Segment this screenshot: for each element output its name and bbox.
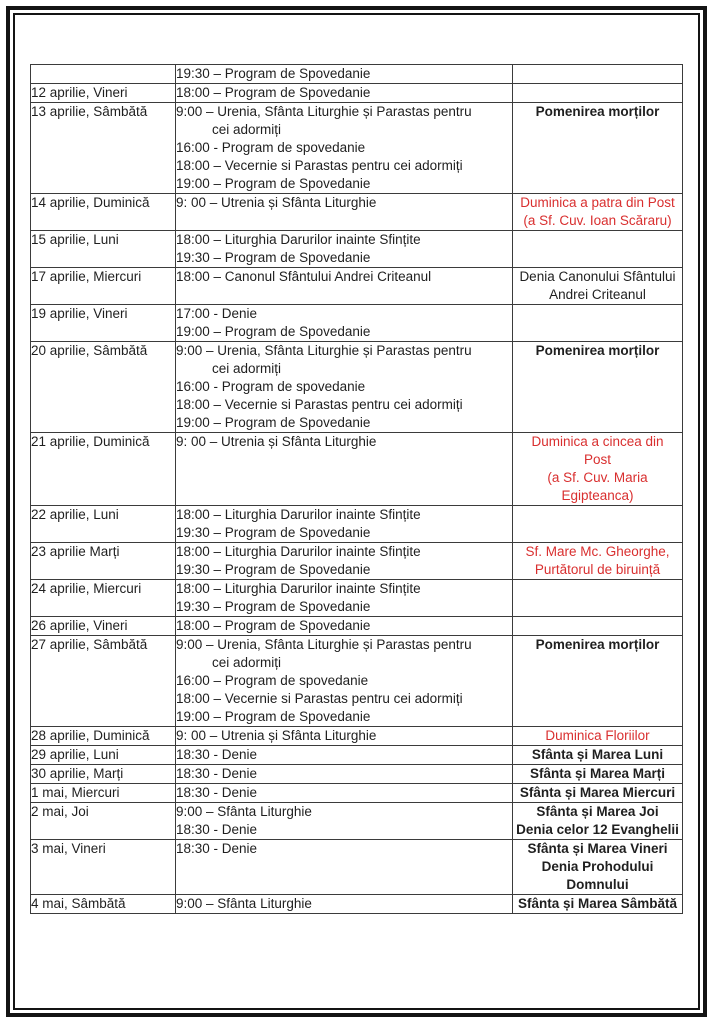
note-cell [513, 103, 683, 194]
note-line: Andrei Criteanul [549, 287, 646, 302]
program-line: 18:30 - Denie [176, 822, 258, 837]
note-line: Duminica a patra din Post [520, 195, 675, 210]
date-cell: 30 aprilie, Marți [31, 765, 176, 784]
table-row [31, 231, 683, 268]
date-cell: 29 aprilie, Luni [31, 746, 176, 765]
table-row [31, 305, 683, 342]
note-cell [513, 765, 683, 784]
program-cell [176, 895, 513, 914]
date-cell: 3 mai, Vineri [31, 840, 176, 895]
note-cell [513, 268, 683, 305]
program-line: 9:00 – Sfânta Liturghie [176, 896, 312, 911]
note-cell [513, 784, 683, 803]
table-row [31, 746, 683, 765]
date-cell [31, 65, 176, 84]
program-cell [176, 636, 513, 727]
program-line: 18:00 – Liturghia Darurilor inainte Sfințite [176, 232, 421, 247]
date-cell: 24 aprilie, Miercuri [31, 580, 176, 617]
program-line: 18:00 – Program de Spovedanie [176, 85, 371, 100]
program-line: 16:00 - Program de spovedanie [176, 140, 366, 155]
program-line: 18:00 – Liturghia Darurilor inainte Sfințite [176, 581, 421, 596]
program-line: 18:00 – Liturghia Darurilor inainte Sfințite [176, 544, 421, 559]
table-row [31, 194, 683, 231]
note-cell [513, 231, 683, 268]
program-line: 18:30 - Denie [176, 766, 258, 781]
program-line: 18:00 – Vecernie si Parastas pentru cei adormiți [176, 397, 463, 412]
program-cell [176, 617, 513, 636]
program-line: 17:00 - Denie [176, 306, 258, 321]
date-cell: 26 aprilie, Vineri [31, 617, 176, 636]
note-cell [513, 727, 683, 746]
table-row [31, 803, 683, 840]
note-cell [513, 84, 683, 103]
program-cell [176, 784, 513, 803]
date-cell: 14 aprilie, Duminică [31, 194, 176, 231]
note-line: Domnului [566, 877, 629, 892]
date-cell: 23 aprilie Marți [31, 543, 176, 580]
table-row [31, 342, 683, 433]
program-line: 9:00 – Urenia, Sfânta Liturghie și Parastas pentru [176, 104, 472, 119]
note-line: Denia Canonului Sfântului [519, 269, 676, 284]
note-line: Egipteanca) [561, 488, 634, 503]
program-line: 19:30 – Program de Spovedanie [176, 250, 371, 265]
program-line: 9: 00 – Utrenia și Sfânta Liturghie [176, 728, 377, 743]
program-cell [176, 342, 513, 433]
date-cell: 15 aprilie, Luni [31, 231, 176, 268]
program-cell [176, 433, 513, 506]
program-line: 19:30 – Program de Spovedanie [176, 599, 371, 614]
table-row [31, 506, 683, 543]
date-cell: 20 aprilie, Sâmbătă [31, 342, 176, 433]
program-line: 9: 00 – Utrenia și Sfânta Liturghie [176, 195, 377, 210]
program-line: 18:00 – Canonul Sfântului Andrei Criteanul [176, 269, 432, 284]
note-cell [513, 803, 683, 840]
program-line: 18:30 - Denie [176, 841, 258, 856]
service-schedule-table [30, 64, 683, 914]
note-cell [513, 65, 683, 84]
program-line: cei adormiți [212, 361, 282, 376]
note-line: Sfânta și Marea Vineri [527, 841, 668, 856]
note-line: Sfânta și Marea Sâmbătă [517, 896, 678, 911]
table-row [31, 543, 683, 580]
program-line: 9: 00 – Utrenia și Sfânta Liturghie [176, 434, 377, 449]
note-cell [513, 506, 683, 543]
program-line: 19:30 – Program de Spovedanie [176, 562, 371, 577]
date-cell: 22 aprilie, Luni [31, 506, 176, 543]
note-line: Sfânta și Marea Marți [529, 766, 666, 781]
note-line: Purtătorul de biruință [534, 562, 661, 577]
note-line: Sfânta și Marea Luni [531, 747, 664, 762]
table-row [31, 895, 683, 914]
table-row [31, 636, 683, 727]
note-cell [513, 580, 683, 617]
program-cell [176, 506, 513, 543]
table-row [31, 65, 683, 84]
program-line: 18:30 - Denie [176, 785, 258, 800]
program-line: 19:00 – Program de Spovedanie [176, 324, 371, 339]
note-cell [513, 342, 683, 433]
note-line: Sf. Mare Mc. Gheorghe, [525, 544, 670, 559]
table-row [31, 617, 683, 636]
program-cell [176, 580, 513, 617]
date-cell: 4 mai, Sâmbătă [31, 895, 176, 914]
program-cell [176, 803, 513, 840]
note-cell [513, 194, 683, 231]
program-line: 16:00 – Program de spovedanie [176, 673, 369, 688]
program-line: cei adormiți [212, 122, 282, 137]
program-line: 18:30 - Denie [176, 747, 258, 762]
date-cell: 2 mai, Joi [31, 803, 176, 840]
program-cell [176, 305, 513, 342]
note-line: Denia celor 12 Evanghelii [516, 822, 679, 837]
table-row [31, 268, 683, 305]
note-cell [513, 840, 683, 895]
program-line: 18:00 – Liturghia Darurilor inainte Sfințite [176, 507, 421, 522]
table-row [31, 433, 683, 506]
note-line: Denia Prohodului [541, 859, 654, 874]
program-line: 19:00 – Program de Spovedanie [176, 415, 371, 430]
note-line: (a Sf. Cuv. Ioan Scăraru) [523, 213, 672, 228]
date-cell: 21 aprilie, Duminică [31, 433, 176, 506]
table-row [31, 84, 683, 103]
program-cell [176, 727, 513, 746]
program-cell [176, 746, 513, 765]
note-line: Post [583, 452, 611, 467]
note-cell [513, 746, 683, 765]
program-line: 18:00 – Program de Spovedanie [176, 618, 371, 633]
program-cell [176, 543, 513, 580]
date-cell: 19 aprilie, Vineri [31, 305, 176, 342]
program-line: 19:00 – Program de Spovedanie [176, 176, 371, 191]
program-line: 16:00 - Program de spovedanie [176, 379, 366, 394]
program-line: 9:00 – Urenia, Sfânta Liturghie și Parastas pentru [176, 343, 472, 358]
program-cell [176, 65, 513, 84]
note-cell [513, 617, 683, 636]
note-line: Sfânta și Marea Joi [536, 804, 659, 819]
note-cell [513, 433, 683, 506]
program-cell [176, 231, 513, 268]
program-cell [176, 840, 513, 895]
note-line: Duminica Floriilor [545, 728, 650, 743]
program-line: 18:00 – Vecernie si Parastas pentru cei adormiți [176, 691, 463, 706]
program-cell [176, 765, 513, 784]
program-cell [176, 84, 513, 103]
note-cell [513, 895, 683, 914]
note-line: Duminica a cincea din [531, 434, 664, 449]
date-cell: 13 aprilie, Sâmbătă [31, 103, 176, 194]
program-cell [176, 103, 513, 194]
date-cell: 28 aprilie, Duminică [31, 727, 176, 746]
table-row [31, 103, 683, 194]
program-line: 18:00 – Vecernie si Parastas pentru cei adormiți [176, 158, 463, 173]
program-line: 19:30 – Program de Spovedanie [176, 525, 371, 540]
program-line: 19:00 – Program de Spovedanie [176, 709, 371, 724]
note-line: Sfânta și Marea Miercuri [519, 785, 676, 800]
note-line: Pomenirea morților [535, 104, 660, 119]
table-row [31, 840, 683, 895]
date-cell: 17 aprilie, Miercuri [31, 268, 176, 305]
program-line: 9:00 – Urenia, Sfânta Liturghie și Parastas pentru [176, 637, 472, 652]
program-cell [176, 268, 513, 305]
note-line: (a Sf. Cuv. Maria [547, 470, 648, 485]
schedule-table-body [31, 65, 683, 914]
note-cell [513, 543, 683, 580]
program-line: 19:30 – Program de Spovedanie [176, 66, 371, 81]
date-cell: 27 aprilie, Sâmbătă [31, 636, 176, 727]
table-row [31, 727, 683, 746]
note-cell [513, 305, 683, 342]
program-line: 9:00 – Sfânta Liturghie [176, 804, 312, 819]
note-line: Pomenirea morților [535, 343, 660, 358]
note-line: Pomenirea morților [535, 637, 660, 652]
date-cell: 1 mai, Miercuri [31, 784, 176, 803]
date-cell: 12 aprilie, Vineri [31, 84, 176, 103]
program-line: cei adormiți [212, 655, 282, 670]
note-cell [513, 636, 683, 727]
table-row [31, 765, 683, 784]
table-row [31, 580, 683, 617]
program-cell [176, 194, 513, 231]
table-row [31, 784, 683, 803]
